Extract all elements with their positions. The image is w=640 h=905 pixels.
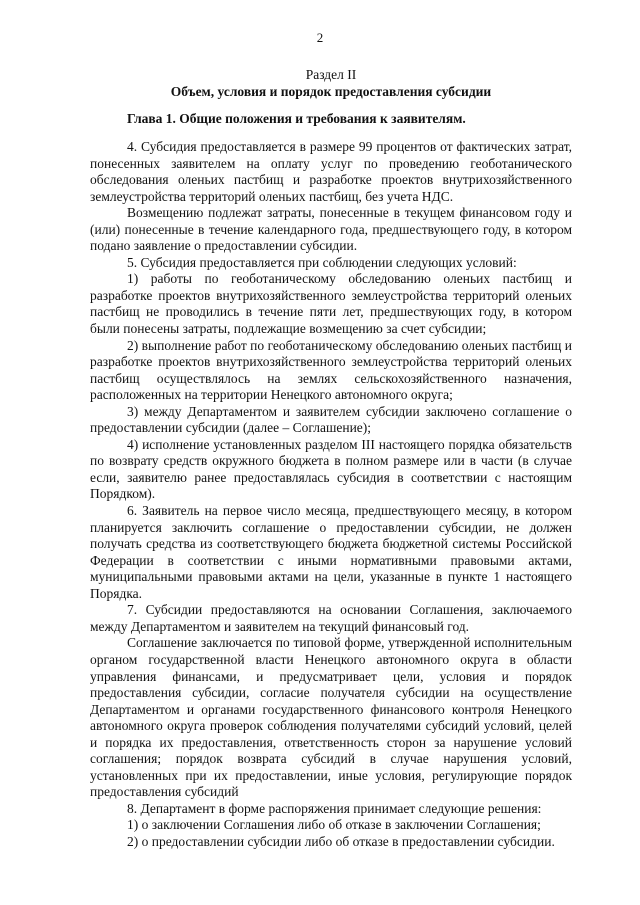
paragraph-5-item-1: 1) работы по геоботаническому обследованию оленьих пастбищ и разработке проектов внутрихозяйственного землеустройства территорий оленьих пастбищ не проводились в течение пяти лет, предшествующих году, в котором были понесены затраты, подлежащие возмещению за счет субсидии; [90, 271, 572, 337]
paragraph-8-item-1: 1) о заключении Соглашения либо об отказе в заключении Соглашения; [127, 817, 541, 833]
paragraph-5-item-2: 2) выполнение работ по геоботаническому обследованию оленьих пастбищ и разработке проектов внутрихозяйственного землеустройства территорий оленьих пастбищ осуществлялось на землях сельскохозяйственного назначения, расположенных на территории Ненецкого автономного округа; [90, 337, 572, 403]
paragraph-8: 8. Департамент в форме распоряжения принимает следующие решения: [127, 800, 542, 816]
section-label: Раздел II [305, 67, 357, 82]
paragraph-6: 6. Заявитель на первое число месяца, предшествующего месяцу, в котором планируется заключить соглашение о предоставлении субсидии, не должен получать средства из соответствующего бюджета бюджетной системы Российской Федерации в соответствии с иными нормативными правовыми актами, муниципальными правовыми актами на цели, указанные в пункте 1 настоящего Порядка. [90, 503, 572, 601]
paragraph-8-item-2: 2) о предоставлении субсидии либо об отказе в предоставлении субсидии. [127, 833, 555, 849]
paragraph-5: 5. Субсидия предоставляется при соблюдении следующих условий: [127, 254, 517, 270]
paragraph-7: 7. Субсидии предоставляются на основании Соглашения, заключаемого между Департаментом и заявителем на текущий финансовый год. [90, 602, 572, 634]
document-body [90, 139, 572, 851]
paragraph-5-item-4: 4) исполнение установленных разделом III настоящего порядка обязательств по возврату средств окружного бюджета в полном размере или в части (в случае если, заявителю ранее предоставлялась субсидия в соответствии с настоящим Порядком). [90, 436, 572, 502]
paragraph-5-item-3: 3) между Департаментом и заявителем субсидии заключено соглашение о предоставлении субсидии (далее – Соглашение); [90, 403, 572, 436]
chapter-title: Глава 1. Общие положения и требования к заявителям. [127, 111, 466, 126]
page-number: 2 [316, 30, 324, 45]
section-title: Объем, условия и порядок предоставления субсидии [170, 84, 492, 99]
paragraph-7-agreement: Соглашение заключается по типовой форме, утвержденной исполнительным органом государственной власти Ненецкого автономного округа в области управления финансами, и предусматривает цели, условия и порядок предоставления субсидии, согласие получателя субсидии на осуществление Департаментом и органами государственного финансового контроля Ненецкого автономного округа проверок соблюдения получателями субсидий условий, целей и порядка их предоставления, ответственность сторон за нарушение условий соглашения; порядок возврата субсидий в случае нарушения условий, установленных при их предоставлении, иные условия, регулирующие порядок предоставления субсидий [90, 635, 572, 800]
paragraph-4-reimbursement: Возмещению подлежат затраты, понесенные в текущем финансовом году и (или) понесенные в течение календарного года, предшествующего году, в котором подано заявление о предоставлении субсидии. [90, 205, 572, 254]
paragraph-4: 4. Субсидия предоставляется в размере 99 процентов от фактических затрат, понесенных заявителем на оплату услуг по проведению геоботанического обследования оленьих пастбищ и разработке проектов внутрихозяйственного землеустройства территорий оленьих пастбищ, без учета НДС. [90, 139, 572, 204]
